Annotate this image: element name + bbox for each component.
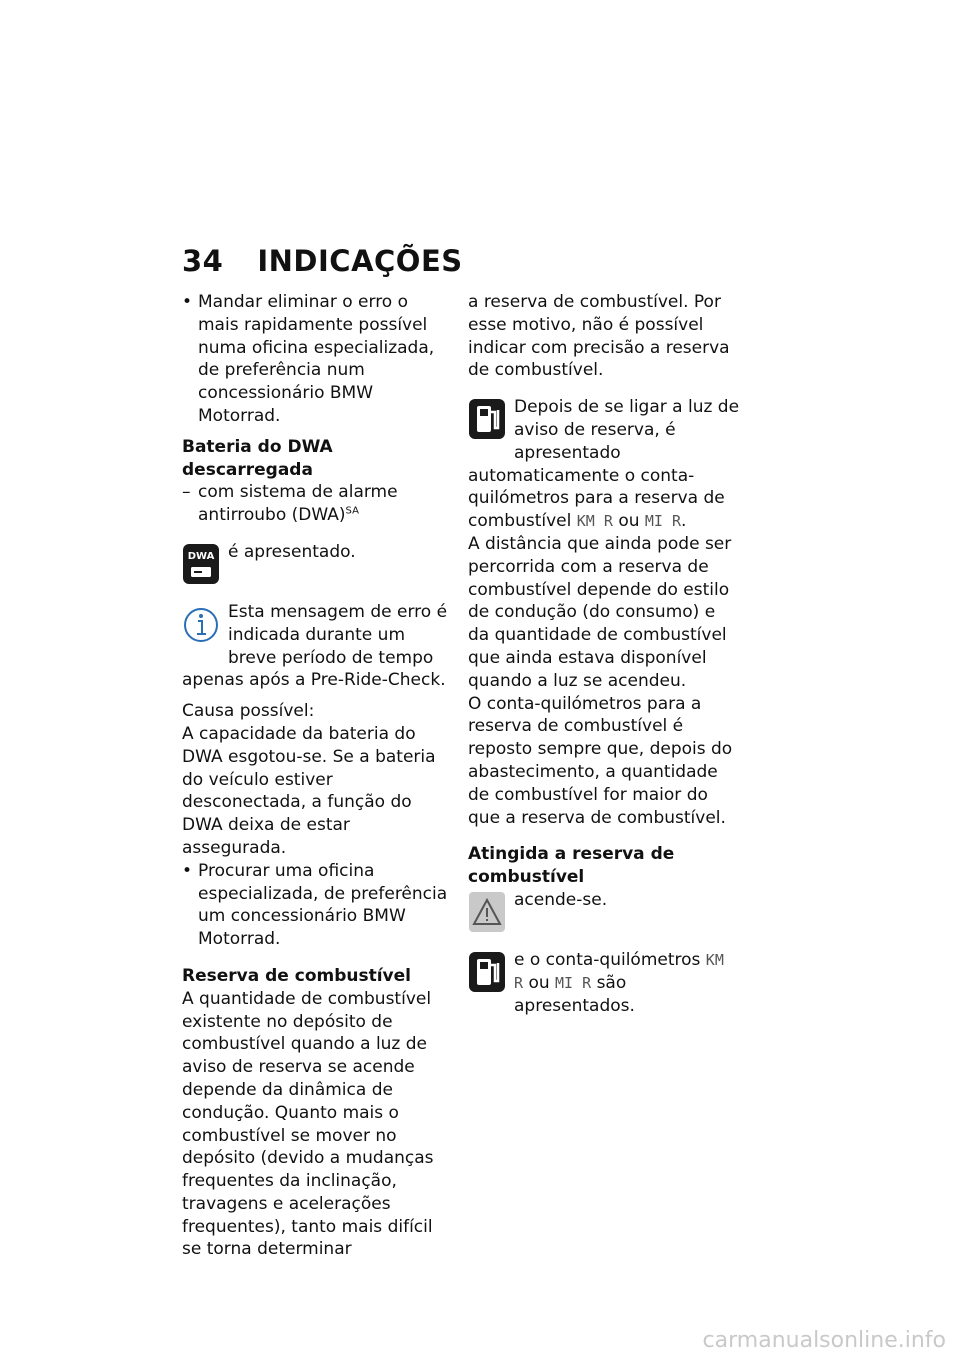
info-text: Esta mensagem de erro é indicada durante um breve período de tempo apenas após a Pre-Ride-Check. bbox=[182, 601, 448, 691]
fuel-pump-icon bbox=[468, 951, 508, 995]
warning-triangle-icon bbox=[468, 891, 508, 935]
fuel-text-2: e o conta-quilómetros bbox=[514, 949, 701, 970]
right-column bbox=[468, 291, 740, 1017]
km-r-label: KM R bbox=[576, 512, 613, 531]
info-icon bbox=[182, 603, 222, 647]
dwa-battery-icon bbox=[182, 543, 222, 587]
shown-text: são apresentados. bbox=[514, 972, 635, 1016]
mi-r-label: MI R bbox=[644, 512, 682, 531]
or-text: ou bbox=[618, 511, 640, 532]
dwa-sup: SA bbox=[345, 505, 359, 517]
info-note bbox=[182, 601, 450, 692]
continuation-text: a reserva de combustível. Por esse motivo, não é possível indicar com precisão a reserva de combustível. bbox=[468, 292, 730, 381]
svg-text:DWA: DWA bbox=[187, 550, 215, 562]
cause-text: A capacidade da bateria do DWA esgotou-se. Se a bateria do veículo estiver desconectada, a função do DWA deixa de estar assegurada. bbox=[182, 723, 436, 858]
fuel-pump-icon bbox=[468, 398, 508, 442]
distance-text: A distância que ainda pode ser percorrida com a reserva de combustível depende do estilo de condução (do consumo) e da quantidade de combustível que ainda estava disponível quando a luz se acendeu. bbox=[468, 533, 732, 691]
dwa-condition-text: com sistema de alarme antirroubo (DWA) bbox=[198, 482, 398, 526]
fuel-text-1: Depois de se ligar a luz de aviso de reserva, é apresentado automaticamente o conta-quilómetros para a reserva de combustível bbox=[468, 397, 740, 532]
section-heading-reached: Atingida a reserva de combustível bbox=[468, 844, 675, 888]
section-heading-dwa: Bateria do DWA descarregada bbox=[182, 436, 333, 480]
list-item: • Mandar eliminar o erro o mais rapidamente possível numa oficina especializada, de preferência num concessionário BMW Motorrad. bbox=[182, 291, 450, 428]
mi-r-label: MI R bbox=[555, 973, 592, 992]
cause-label: Causa possível: bbox=[182, 701, 315, 722]
page-number: 34 bbox=[182, 244, 224, 278]
fuel-reserve-reached-row bbox=[468, 949, 740, 1017]
page-title: INDICAÇÕES bbox=[257, 244, 463, 278]
or-text: ou bbox=[528, 972, 550, 993]
section-heading-reserve: Reserva de combustível bbox=[182, 965, 411, 986]
dwa-icon-text: é apresentado. bbox=[228, 541, 356, 562]
left-column bbox=[182, 291, 450, 1261]
km-r-label: KM R bbox=[514, 950, 724, 992]
list-item: • Procurar uma oficina especializada, de preferência um concessionário BMW Motorrad. bbox=[182, 860, 450, 951]
dwa-condition bbox=[182, 481, 450, 527]
reserve-text: A quantidade de combustível existente no depósito de combustível quando a luz de aviso de reserva se acende depende da dinâmica de condução. Quanto mais o combustível se mover no depósito (devido a mudanças frequentes da inclinação, travagens e acelerações frequentes), tanto mais difícil se torna determinar bbox=[182, 988, 434, 1260]
fuel-reserve-note: Depois de se ligar a luz de aviso de reserva, é apresentado automaticamente o conta-quilómetros para a reserva de combustível KM R ou MI R. bbox=[468, 397, 740, 532]
footer-watermark: carmanualsonline.info bbox=[702, 1328, 946, 1353]
dwa-indicator-row bbox=[182, 541, 450, 587]
warning-row bbox=[468, 889, 740, 935]
warning-text: acende-se. bbox=[514, 889, 608, 910]
page-header bbox=[182, 244, 463, 278]
reset-text: O conta-quilómetros para a reserva de combustível é reposto sempre que, depois do abastecimento, a quantidade de combustível for maior do que a reserva de combustível. bbox=[468, 693, 733, 828]
